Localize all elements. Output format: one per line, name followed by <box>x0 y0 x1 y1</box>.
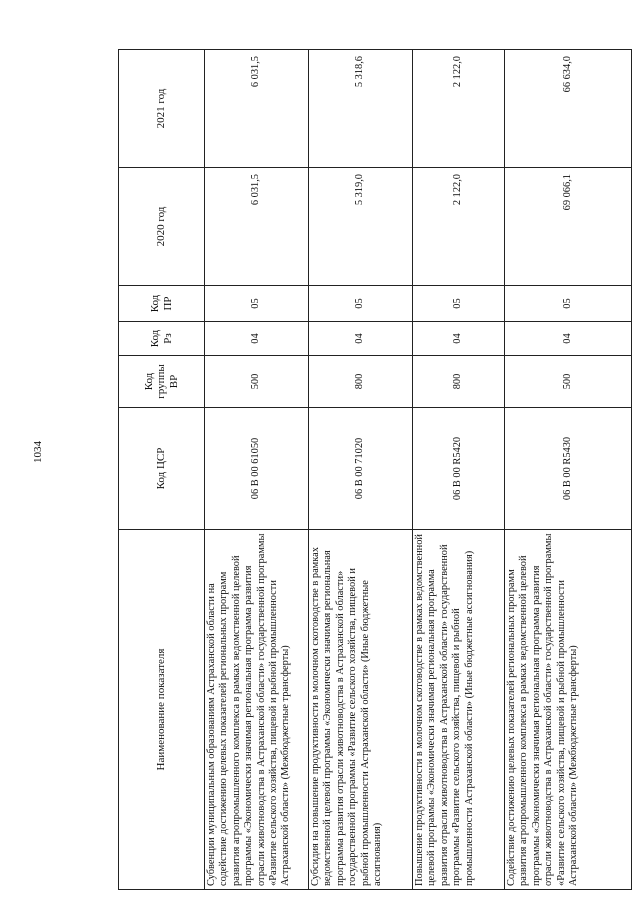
row-rz: 04 <box>505 322 632 356</box>
row-name: Субвенции муниципальным образованиям Астраханской области на содействие достижению целевых показателей региональных программ развития агропромышленного комплекса в рамках ведомственной целевой программы «Экономически значимая региональная программа развития отрасли животноводства в Астраханской области» государственной программы «Развитие сельского хозяйства, пищевой и рыбной промышленности Астраханской области» (Межбюджетные трансферты) <box>205 530 309 890</box>
row-vr: 500 <box>205 356 309 408</box>
row-2021: 2 122,0 <box>413 50 505 168</box>
row-vr: 500 <box>505 356 632 408</box>
row-pr: 05 <box>309 286 413 322</box>
row-vr: 800 <box>413 356 505 408</box>
table-row <box>413 50 505 890</box>
row-2020: 5 319,0 <box>309 168 413 286</box>
header-name: Наименование показателя <box>119 530 205 890</box>
row-rz: 04 <box>309 322 413 356</box>
row-csr: 06 В 00 R5430 <box>505 408 632 530</box>
header-2020: 2020 год <box>119 168 205 286</box>
header-rz: Код Рз <box>119 322 205 356</box>
header-pr: Код ПР <box>119 286 205 322</box>
row-csr: 06 В 00 71020 <box>309 408 413 530</box>
header-vr: Код группы ВР <box>119 356 205 408</box>
row-name: Содействие достижению целевых показателей региональных программ развития агропромышленного комплекса в рамках ведомственной целевой программы «Экономически значимая региональная программа развития отрасли животноводства в Астраханской области» государственной программы «Развитие сельского хозяйства, пищевой и рыбной промышленности Астраханской области» (Межбюджетные трансферты) <box>505 530 632 890</box>
table-row <box>309 50 413 890</box>
row-csr: 06 В 00 R5420 <box>413 408 505 530</box>
row-rz: 04 <box>205 322 309 356</box>
row-pr: 05 <box>505 286 632 322</box>
table-row <box>505 50 632 890</box>
row-name: Субсидия на повышение продуктивности в молочном скотоводстве в рамках ведомственной целевой программы «Экономически значимая региональная программа развития отрасли животноводства в Астраханской области» государственной программы «Развитие сельского хозяйства, пищевой и рыбной промышленности Астраханской области» (Иные бюджетные ассигнования) <box>309 530 413 890</box>
table-header-row <box>119 50 205 890</box>
row-pr: 05 <box>205 286 309 322</box>
table-row <box>205 50 309 890</box>
row-pr: 05 <box>413 286 505 322</box>
row-2020: 69 066,1 <box>505 168 632 286</box>
row-2021: 5 318,6 <box>309 50 413 168</box>
row-csr: 06 В 00 61050 <box>205 408 309 530</box>
row-2021: 6 031,5 <box>205 50 309 168</box>
header-2021: 2021 год <box>119 50 205 168</box>
budget-table <box>118 49 632 890</box>
row-vr: 800 <box>309 356 413 408</box>
header-csr: Код ЦСР <box>119 408 205 530</box>
page-number: 1034 <box>32 441 44 463</box>
row-2021: 66 634,0 <box>505 50 632 168</box>
row-rz: 04 <box>413 322 505 356</box>
row-name: Повышение продуктивности в молочном скотоводстве в рамках ведомственной целевой программы «Экономически значимая региональная программа развития отрасли животноводства в Астраханской области» государственной программы «Развитие сельского хозяйства, пищевой и рыбной промышленности Астраханской области» (Иные бюджетные ассигнования) <box>413 530 505 890</box>
row-2020: 6 031,5 <box>205 168 309 286</box>
row-2020: 2 122,0 <box>413 168 505 286</box>
budget-table-rotated <box>118 50 631 890</box>
